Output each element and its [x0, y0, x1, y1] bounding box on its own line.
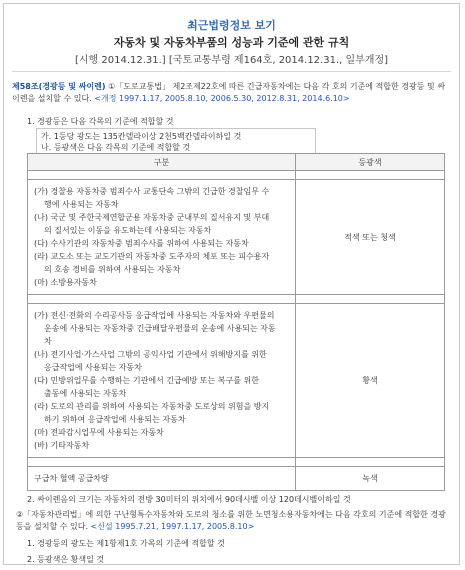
vehicle-category-cell [28, 180, 296, 295]
light-color-cell: 황색 [296, 304, 445, 458]
category-line: (가) 경찰용 자동차중 범죄수사 교통단속 그밖의 긴급한 경찰임무 수 [34, 187, 270, 196]
category-line: (바) 기타자동차 [34, 441, 90, 450]
category-line: (라) 도로의 관리를 위하여 사용되는 자동차중 도로상의 위험을 방지 [34, 402, 270, 411]
light-color-cell: 녹색 [296, 467, 445, 491]
paragraph-text: 「도로교통법」 제2조제22호에 따른 긴급자동차에는 다음 각 호의 기준에 적합한 경광등 및 싸이렌을 설치할 수 있다. [12, 82, 446, 103]
header-divider [12, 71, 451, 72]
vehicle-category-cell [28, 467, 296, 491]
category-line: 응급작업에 사용되는 자동차 [44, 363, 142, 372]
sub-item-na: 나. 등광색은 다음 각목의 기준에 적합할 것 [41, 143, 191, 152]
article-paragraph-1 [12, 81, 452, 105]
table-row [28, 304, 445, 458]
paragraph-text: 「자동차관리법」에 의한 구난형특수자동차와 도로의 청소를 위한 노면청소용자동차에는 다음 각호의 기준에 적합한 경광등을 설치할 수 있다. [16, 510, 446, 531]
table-row [28, 467, 445, 491]
vehicle-category-cell [28, 304, 296, 458]
item-2: 2. 싸이렌음의 크기는 자동차의 전방 30미터의 위치에서 90데시벨 이상 120데시벨이하일 것 [27, 495, 351, 504]
law-viewer-panel [3, 3, 460, 565]
category-line: 운송에 사용되는 자동차중 긴급배달우편물의 운송에 사용되는 자동 [44, 324, 276, 333]
sub-items-box [36, 128, 316, 156]
category-line: (마) 전파감시업무에 사용되는 자동차 [34, 428, 164, 437]
paragraph-number: ① [108, 82, 116, 91]
category-line: 의 호송 경비를 위하여 사용되는 자동차 [44, 265, 181, 274]
paragraph-2-item-2: 2. 등광색은 황색일 것 [27, 555, 105, 564]
category-line: (라) 교도소 또는 교도기관의 자동차중 도주자의 체포 또는 피수용자 [34, 252, 270, 261]
table-header-category: 구분 [28, 154, 296, 171]
header [4, 4, 459, 68]
light-color-table [27, 153, 445, 491]
category-line: (나) 전기사업·가스사업 그밖의 공익사업 기관에서 위해방지를 위한 [34, 350, 267, 359]
paragraph-number: ② [16, 510, 24, 519]
category-line: (가) 전신·전화의 수리공사등 응급작업에 사용되는 자동차와 우편물의 [34, 311, 275, 320]
sub-item-ga: 가. 1등당 광도는 135칸델라이상 2천5백칸델라이하일 것 [41, 132, 242, 141]
category-line: 차 [44, 337, 52, 346]
law-name: 자동차 및 자동차부품의 성능과 기준에 관한 규칙 [113, 36, 350, 49]
light-color-cell: 적색 또는 청색 [296, 180, 445, 295]
table-header-color: 등광색 [296, 154, 445, 171]
category-line: 행에 사용되는 자동차 [44, 200, 119, 209]
article-paragraph-2 [16, 509, 452, 533]
amendment-dates-link[interactable]: <개정 1997.1.17, 2005.8.10, 2006.5.30, 2012.8.31, 2014.6.10> [94, 94, 350, 103]
category-line: 구급차 혈액 공급차량 [34, 474, 109, 483]
article-number: 제58조(경광등 및 싸이렌) [12, 82, 106, 91]
table-row [28, 180, 445, 295]
page-title: 최근법령정보 보기 [187, 19, 276, 32]
paragraph-2-item-1: 1. 경광등의 광도는 제1항제1호 가목의 기준에 적합할 것 [27, 539, 225, 548]
category-line: (다) 수사기관의 자동차중 범죄수사를 위하여 사용되는 자동차 [34, 239, 249, 248]
category-line: (마) 소방용자동차 [34, 278, 97, 287]
law-enforcement-info: [시행 2014.12.31.] [국토교통부령 제164호, 2014.12.31., 일부개정] [74, 55, 389, 66]
category-line: (나) 국군 및 주한국제연합군용 자동차중 군내부의 질서유지 및 부대 [34, 213, 270, 222]
category-line: 하기 위하여 응급작업에 사용되는 자동차 [44, 415, 186, 424]
category-line: 의 질서있는 이동을 유도하는데 사용되는 자동차 [44, 226, 212, 235]
amendment-dates-link[interactable]: <신설 1995.7.21, 1997.1.17, 2005.8.10> [90, 522, 255, 531]
category-line: 출동에 사용되는 자동차 [44, 389, 127, 398]
item-1: 1. 경광등은 다음 각목의 기준에 적합할 것 [27, 117, 174, 126]
category-line: (다) 민방위업무를 수행하는 기관에서 긴급예방 또는 복구를 위한 [34, 376, 259, 385]
